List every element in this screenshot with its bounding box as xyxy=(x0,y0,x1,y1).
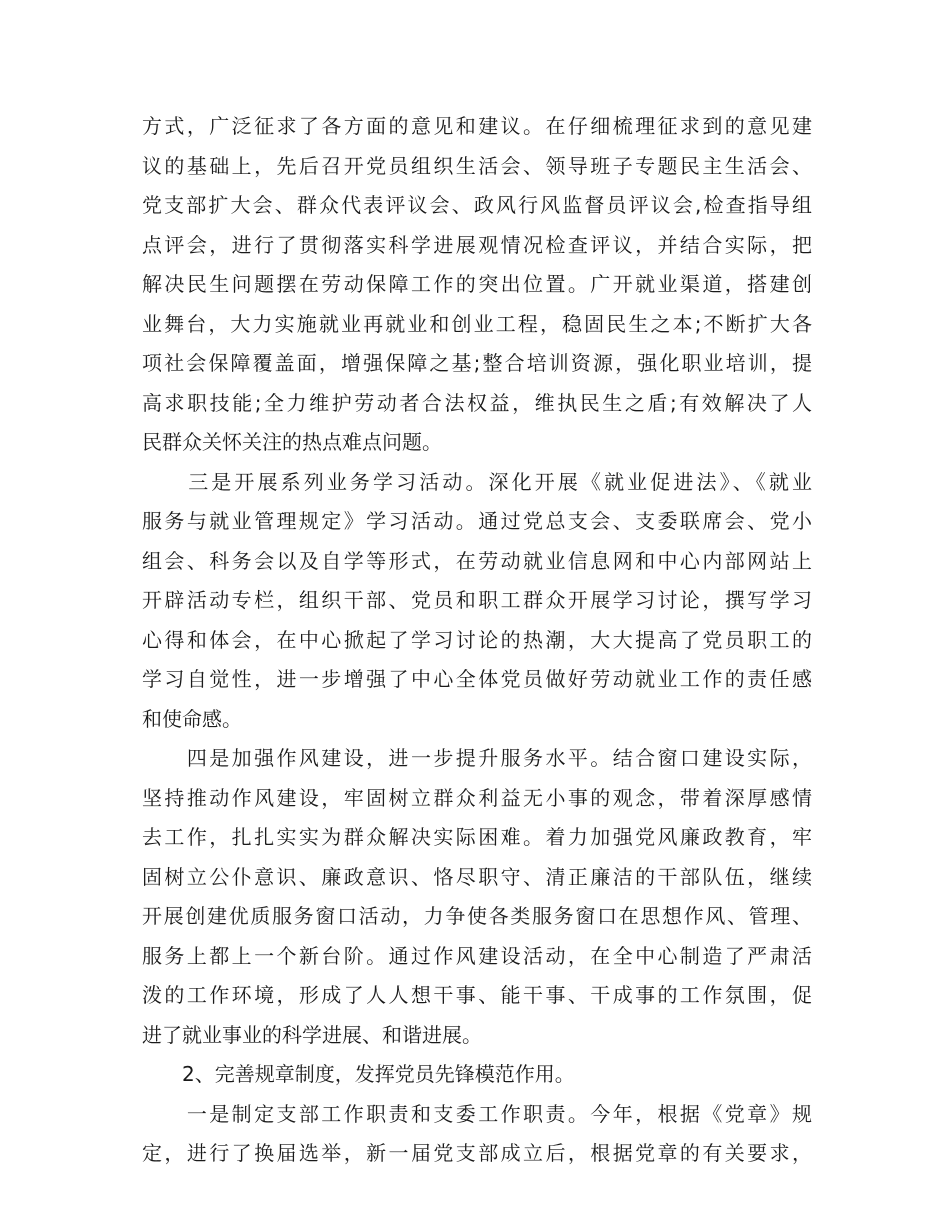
text-line: 学习自觉性，进一步增强了中心全体党员做好劳动就业工作的责任感 xyxy=(142,667,812,691)
text-line: 去工作，扎扎实实为群众解决实际困难。着力加强党风廉政教育，牢 xyxy=(142,825,812,849)
text-line: 2、完善规章制度，发挥党员先锋模范作用。 xyxy=(142,1062,575,1086)
text-line: 定，进行了换届选举，新一届党支部成立后，根据党章的有关要求， xyxy=(142,1141,812,1165)
text-line: 党支部扩大会、群众代表评议会、政风行风监督员评议会,检查指导组 xyxy=(142,193,812,217)
text-line: 组会、科务会以及自学等形式，在劳动就业信息网和中心内部网站上 xyxy=(142,548,812,573)
text-line: 固树立公仆意识、廉政意识、恪尽职守、清正廉洁的干部队伍，继续 xyxy=(142,864,812,889)
text-line: 心得和体会，在中心掀起了学习讨论的热潮，大大提高了党员职工的 xyxy=(142,627,812,652)
text-line: 方式，广泛征求了各方面的意见和建议。在仔细梳理征求到的意见建 xyxy=(142,114,812,138)
text-line: 三是开展系列业务学习活动。深化开展《就业促进法》、《就业 xyxy=(142,469,812,494)
text-line: 议的基础上，先后召开党员组织生活会、领导班子专题民主生活会、 xyxy=(142,153,812,178)
text-line: 和使命感。 xyxy=(142,706,242,731)
text-line: 高求职技能;全力维护劳动者合法权益，维执民生之盾;有效解决了人 xyxy=(142,390,812,415)
text-line: 民群众关怀关注的热点难点问题。 xyxy=(142,430,442,454)
text-line: 四是加强作风建设，进一步提升服务水平。结合窗口建设实际， xyxy=(142,746,812,770)
text-line: 一是制定支部工作职责和支委工作职责。今年，根据《党章》规 xyxy=(142,1101,812,1126)
text-line: 项社会保障覆盖面，增强保障之基;整合培训资源，强化职业培训，提 xyxy=(142,351,812,375)
text-line: 解决民生问题摆在劳动保障工作的突出位置。广开就业渠道，搭建创 xyxy=(142,272,812,296)
text-line: 点评会，进行了贯彻落实科学进展观情况检查评议，并结合实际，把 xyxy=(142,232,812,257)
text-line: 进了就业事业的科学进展、和谐进展。 xyxy=(142,1022,482,1047)
text-line: 开辟活动专栏，组织干部、党员和职工群众开展学习讨论，撰写学习 xyxy=(142,588,812,612)
text-line: 服务与就业管理规定》学习活动。通过党总支会、支委联席会、党小 xyxy=(142,509,812,533)
text-line: 开展创建优质服务窗口活动，力争使各类服务窗口在思想作风、管理、 xyxy=(142,904,812,928)
text-line: 服务上都上一个新台阶。通过作风建设活动，在全中心制造了严肃活 xyxy=(142,943,812,968)
text-line: 泼的工作环境，形成了人人想干事、能干事、干成事的工作氛围，促 xyxy=(142,983,812,1007)
text-line: 坚持推动作风建设，牢固树立群众利益无小事的观念，带着深厚感情 xyxy=(142,785,812,810)
document-body xyxy=(142,107,812,1174)
text-line: 业舞台，大力实施就业再就业和创业工程，稳固民生之本;不断扩大各 xyxy=(142,311,812,336)
